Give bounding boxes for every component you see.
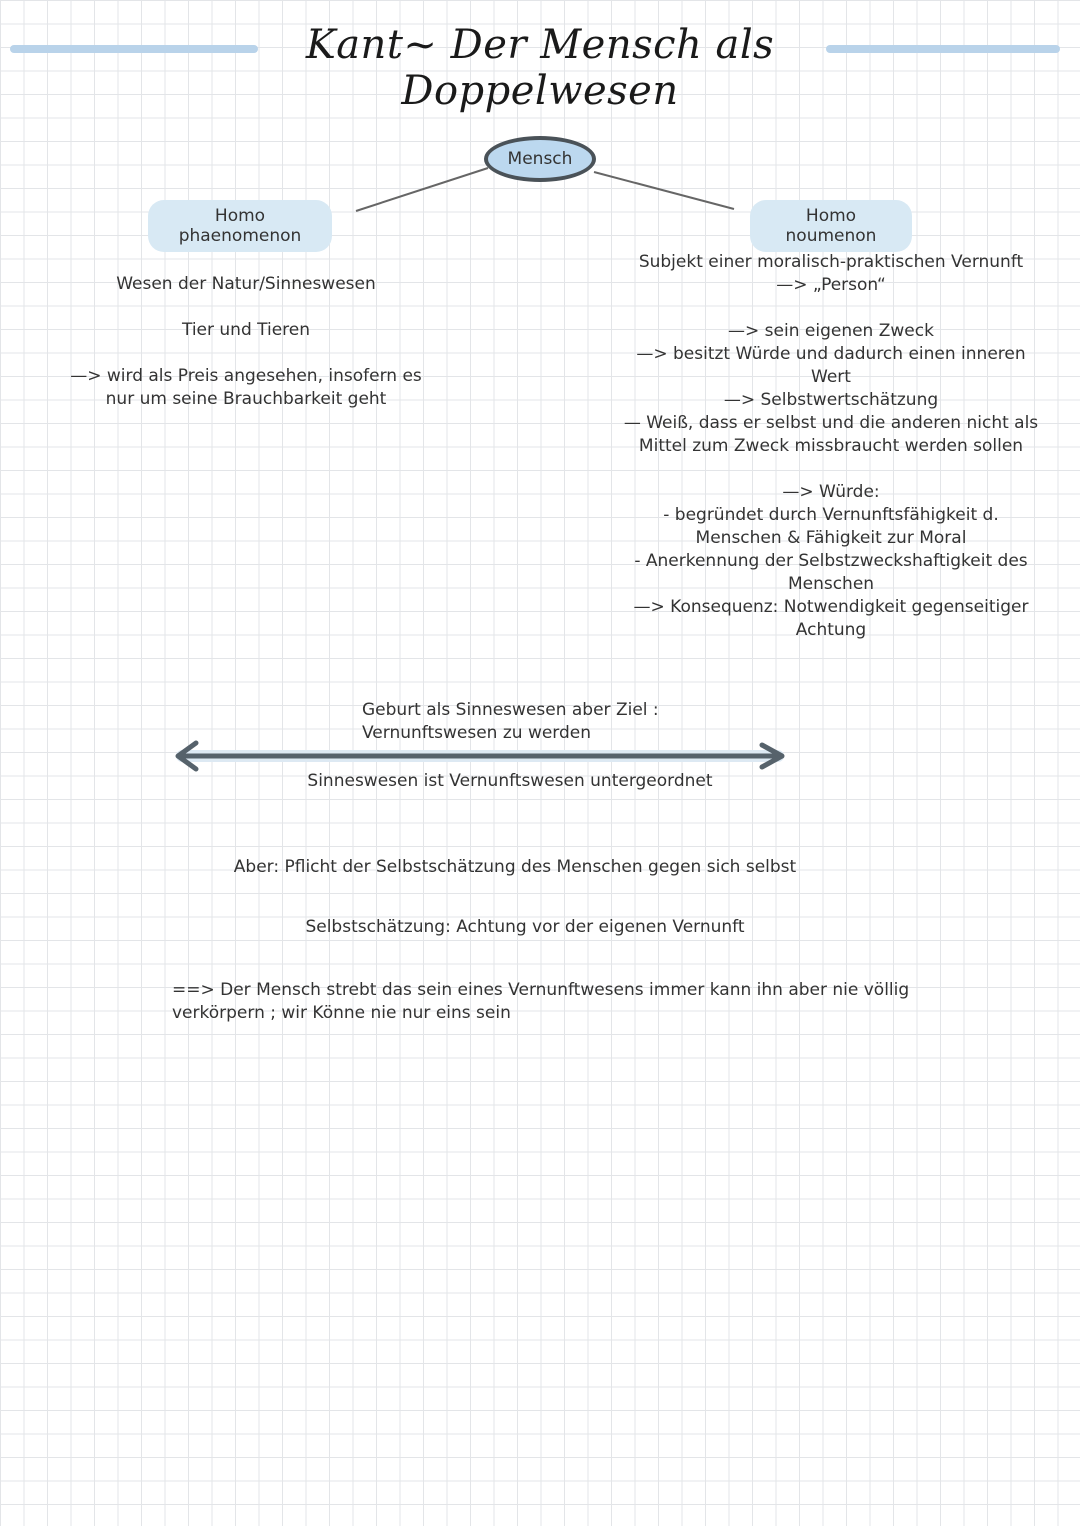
right-note-line: Subjekt einer moralisch-praktischen Vernunft [638,252,1024,272]
right-note-line: Mittel zum Zweck missbraucht werden sollen [638,436,1024,456]
right-note-line: Menschen & Fähigkeit zur Moral [695,528,967,548]
aber-statement: Aber: Pflicht der Selbstschätzung des Menschen gegen sich selbst [233,857,797,877]
arrow-top-line: Vernunftswesen zu werden [362,723,592,743]
left-note-line: nur um seine Brauchbarkeit geht [105,389,387,409]
right-note-line: —> Würde: [782,482,880,502]
right-notes [610,251,1052,642]
connector-left [356,168,488,211]
right-note-line: Menschen [787,574,875,594]
left-note-line [46,296,446,319]
left-note-line: Tier und Tieren [181,320,311,340]
conclusion-line: ==> Der Mensch strebt das sein eines Vernunftwesens immer kann ihn aber nie völlig [172,980,910,1000]
conclusion [172,979,912,1025]
left-note-line [46,342,446,365]
right-note-line: —> Selbstwertschätzung [723,390,939,410]
right-note-line: —> besitzt Würde und dadurch einen inneren [636,344,1026,364]
selbstschaetzung-statement: Selbstschätzung: Achtung vor der eigenen Vernunft [305,917,745,937]
left-notes [46,273,446,411]
right-note-line: — Weiß, dass er selbst und die anderen nicht als [623,413,1039,433]
right-note-line: —> sein eigenen Zweck [728,321,934,341]
arrow-top-line: Geburt als Sinneswesen aber Ziel : [362,700,659,720]
right-note-line: —> „Person“ [776,275,886,295]
left-note-line: Wesen der Natur/Sinneswesen [116,274,376,294]
arrow-bottom-text: Sinneswesen ist Vernunftswesen untergeordnet [307,771,713,791]
right-note-line: - begründet durch Vernunftsfähigkeit d. [663,505,999,525]
conclusion-line: verkörpern ; wir Könne nie nur eins sein [172,1003,511,1023]
node-homo-phaenomenon: Homo phaenomenon [148,200,332,252]
connector-right [594,172,734,209]
left-note-line: —> wird als Preis angesehen, insofern es [70,366,422,386]
page-title: Kant~ Der Mensch als Doppelwesen [305,22,775,114]
right-note-line: Wert [811,367,851,387]
right-note-line [610,458,1052,481]
right-note-line: —> Konsequenz: Notwendigkeit gegenseitiger [633,597,1029,617]
right-note-line: - Anerkennung der Selbstzweckshaftigkeit des [634,551,1028,571]
node-homo-noumenon: Homo noumenon [750,200,912,252]
right-note-line [610,297,1052,320]
root-node-mensch: Mensch [484,136,596,182]
right-note-line: Achtung [795,620,867,640]
